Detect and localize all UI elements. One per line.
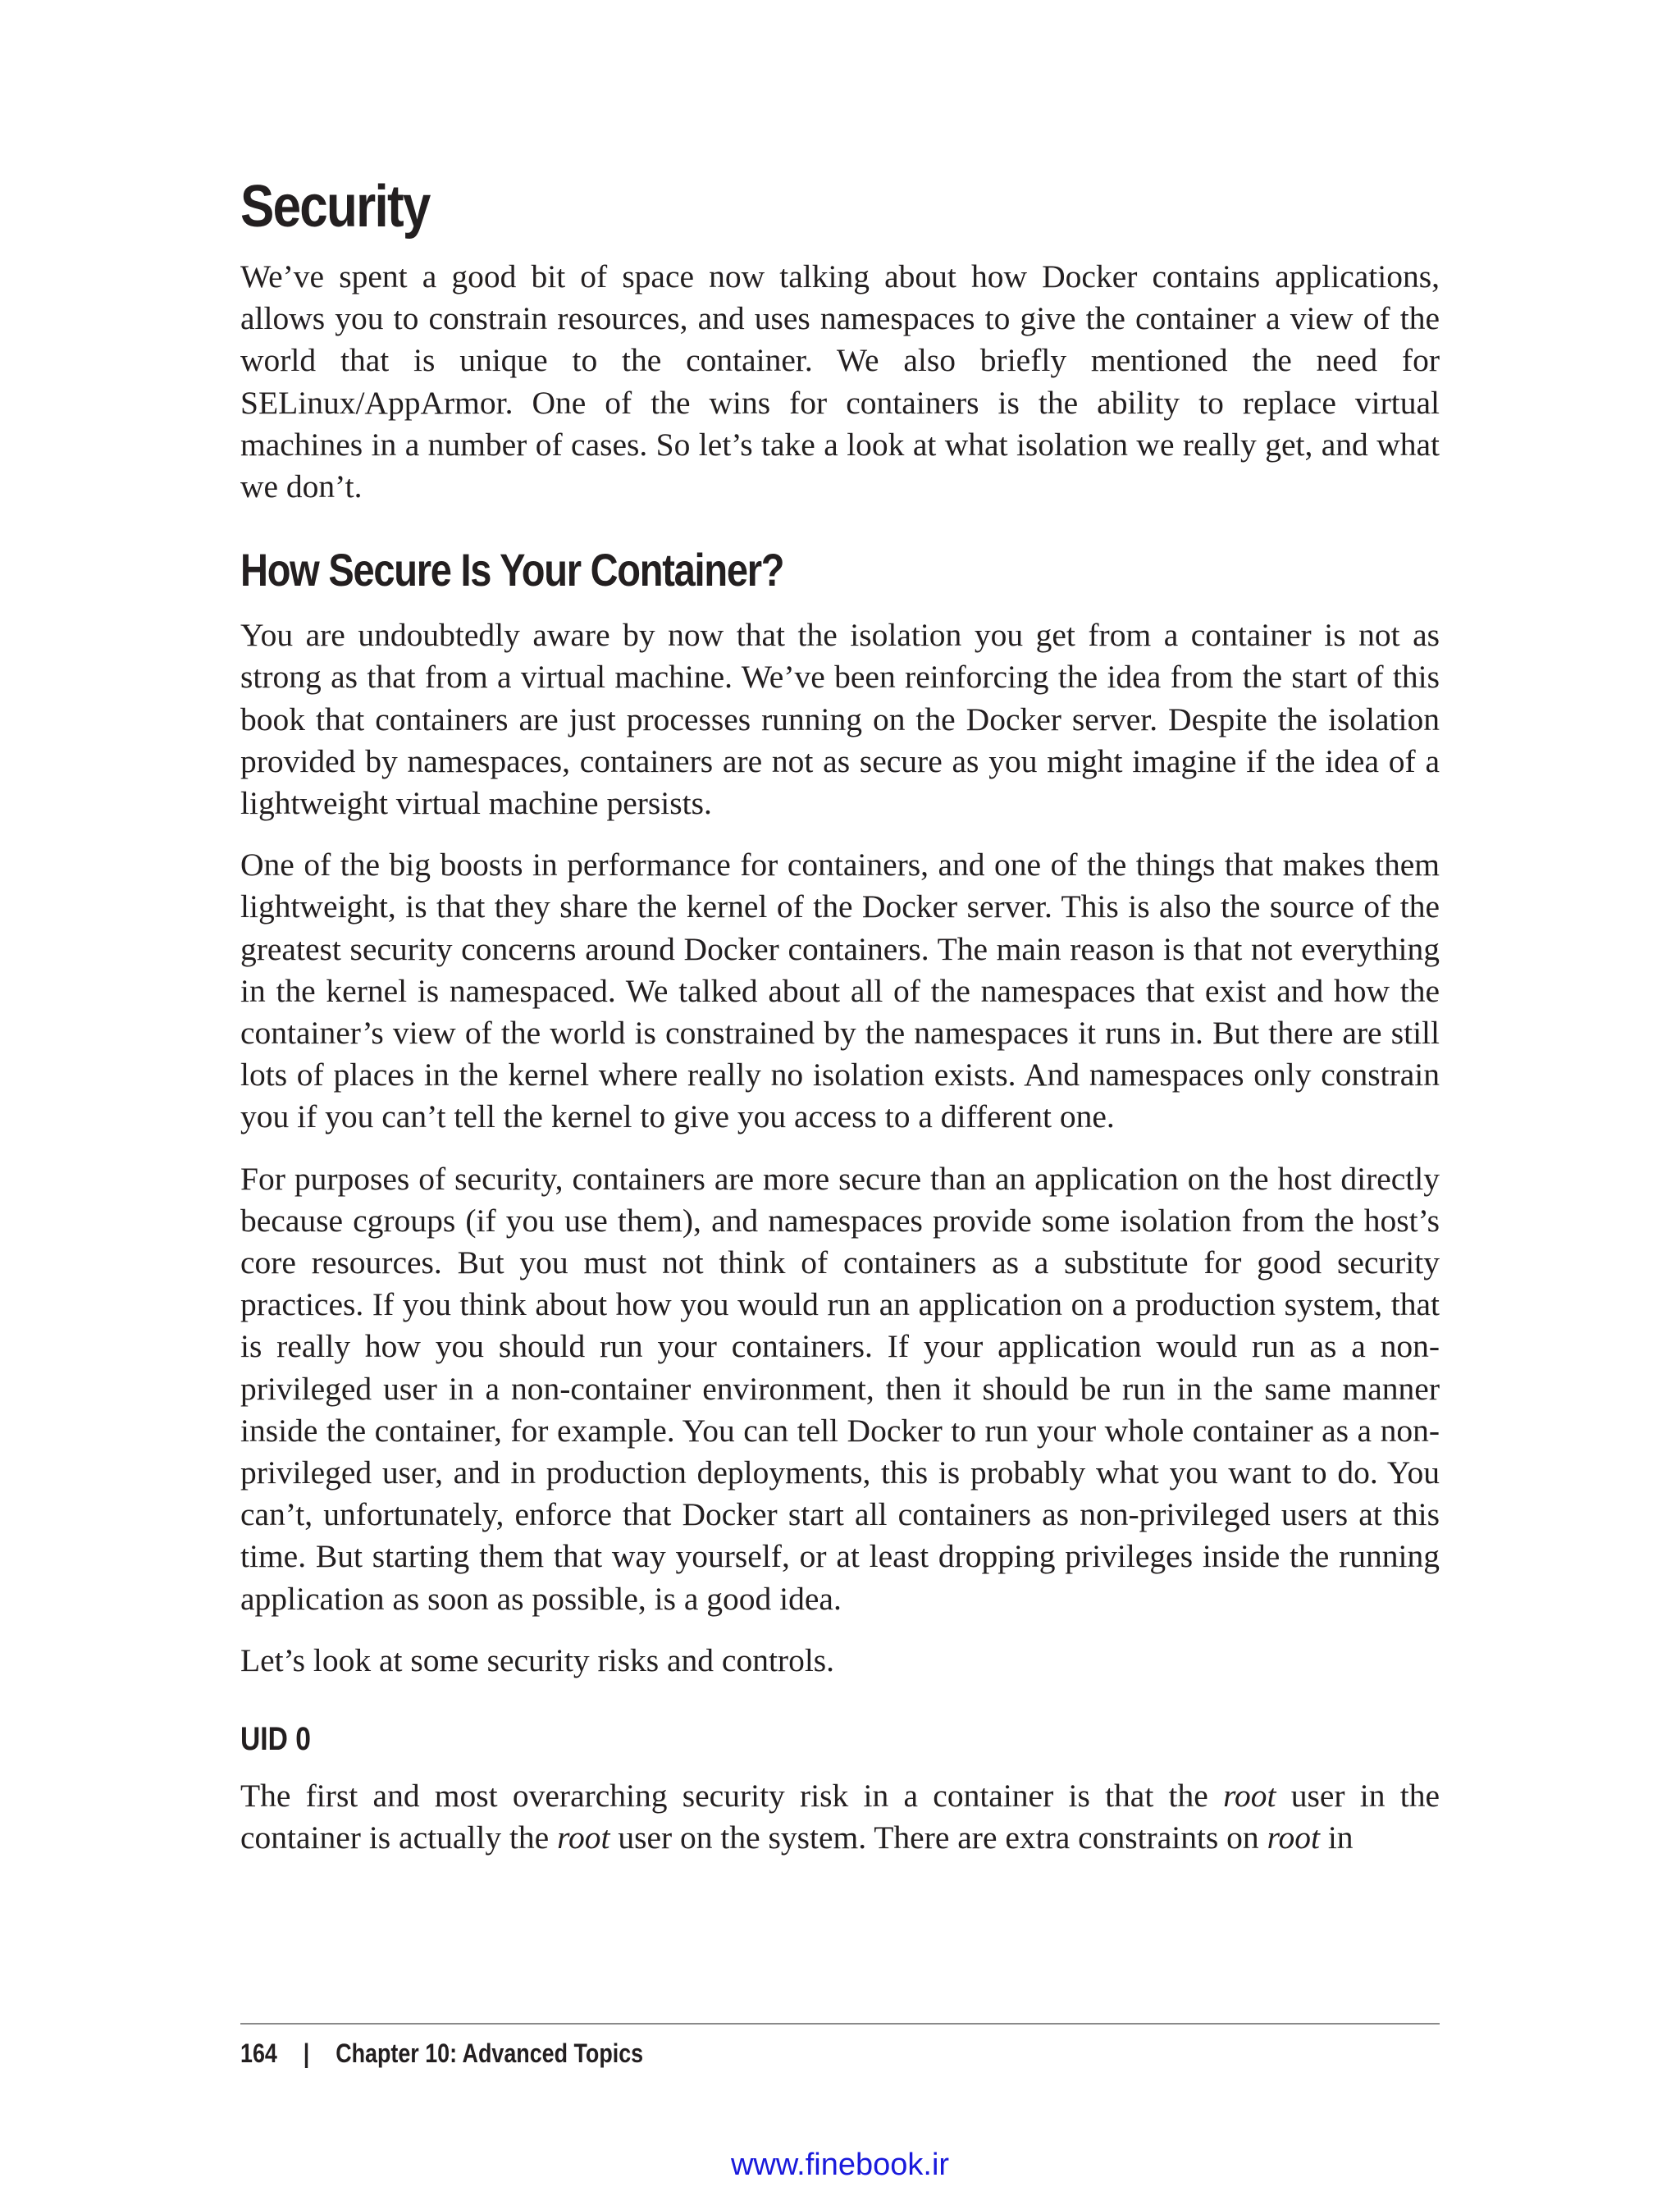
uid-text-4: in	[1319, 1819, 1354, 1856]
subsection-title: How Secure Is Your Container?	[240, 544, 784, 596]
chapter-title: Chapter 10: Advanced Topics	[336, 2038, 644, 2068]
uid-paragraph	[240, 1775, 1440, 1859]
paragraph: You are undoubtedly aware by now that the isolation you get from a container is not as strong as that from a virtual machine. We’ve been reinforcing the idea from the start of this book that containers are just processes running on the Docker server. Despite the isolation provided by namespaces, containers are not as secure as you might imagine if the idea of a lightweight virtual machine persists.	[240, 617, 1440, 822]
uid-section-title: UID 0	[240, 1721, 311, 1758]
uid-text-1: The first and most overarching security risk in a container is that the	[240, 1778, 1224, 1815]
footer-separator: |	[303, 2038, 310, 2068]
paragraph: Let’s look at some security risks and controls.	[240, 1641, 835, 1678]
paragraph: For purposes of security, containers are more secure than an application on the host directly because cgroups (if you use them), and namespaces provide some isolation from the host’s core resources. But you must not think of containers as a substitute for good security practices. If you think about how you would run an application on a production system, that is really how you should run your containers. If your application would run as a non-privileged user in a non-container environment, then it should be run in the same manner inside the container, for example. You can tell Docker to run your whole container as a non-privileged user, and in production deployments, this is probably what you want to do. You can’t, unfortunately, enforce that Docker start all containers as non-privileged users at this time. But starting them that way yourself, or at least dropping privileges inside the running application as soon as possible, is a good idea.	[240, 1160, 1440, 1617]
section-title: Security	[240, 174, 430, 240]
page-content	[240, 169, 1440, 1860]
page-number: 164	[240, 2038, 277, 2068]
uid-text-2: user in the container is actually the	[240, 1778, 1440, 1856]
uid-text-3: user on the system. There are extra constraints on	[609, 1819, 1267, 1856]
root-term: root	[557, 1819, 610, 1856]
paragraph: One of the big boosts in performance for containers, and one of the things that makes them lightweight, is that they share the kernel of the Docker server. This is also the source of the greatest security concerns around Docker containers. The main reason is that not everything in the kernel is namespaced. We talked about all of the namespaces that exist and how the container’s view of the world is constrained by the namespaces it runs in. But there are still lots of places in the kernel where really no isolation exists. And namespaces only constrain you if you can’t tell the kernel to give you access to a different one.	[240, 847, 1440, 1135]
root-term: root	[1267, 1819, 1320, 1856]
watermark-link[interactable]: www.finebook.ir	[730, 2148, 950, 2182]
root-term: root	[1223, 1778, 1276, 1815]
intro-paragraph: We’ve spent a good bit of space now talking about how Docker contains applications, allows you to constrain resources, and uses namespaces to give the container a view of the world that is unique to the container. We also briefly mentioned the need for SELinux/AppArmor. One of the wins for containers is the ability to replace virtual machines in a number of cases. So let’s take a look at what isolation we really get, and what we don’t.	[240, 258, 1440, 505]
page-footer	[240, 2033, 643, 2074]
footer-divider	[240, 2023, 1440, 2025]
